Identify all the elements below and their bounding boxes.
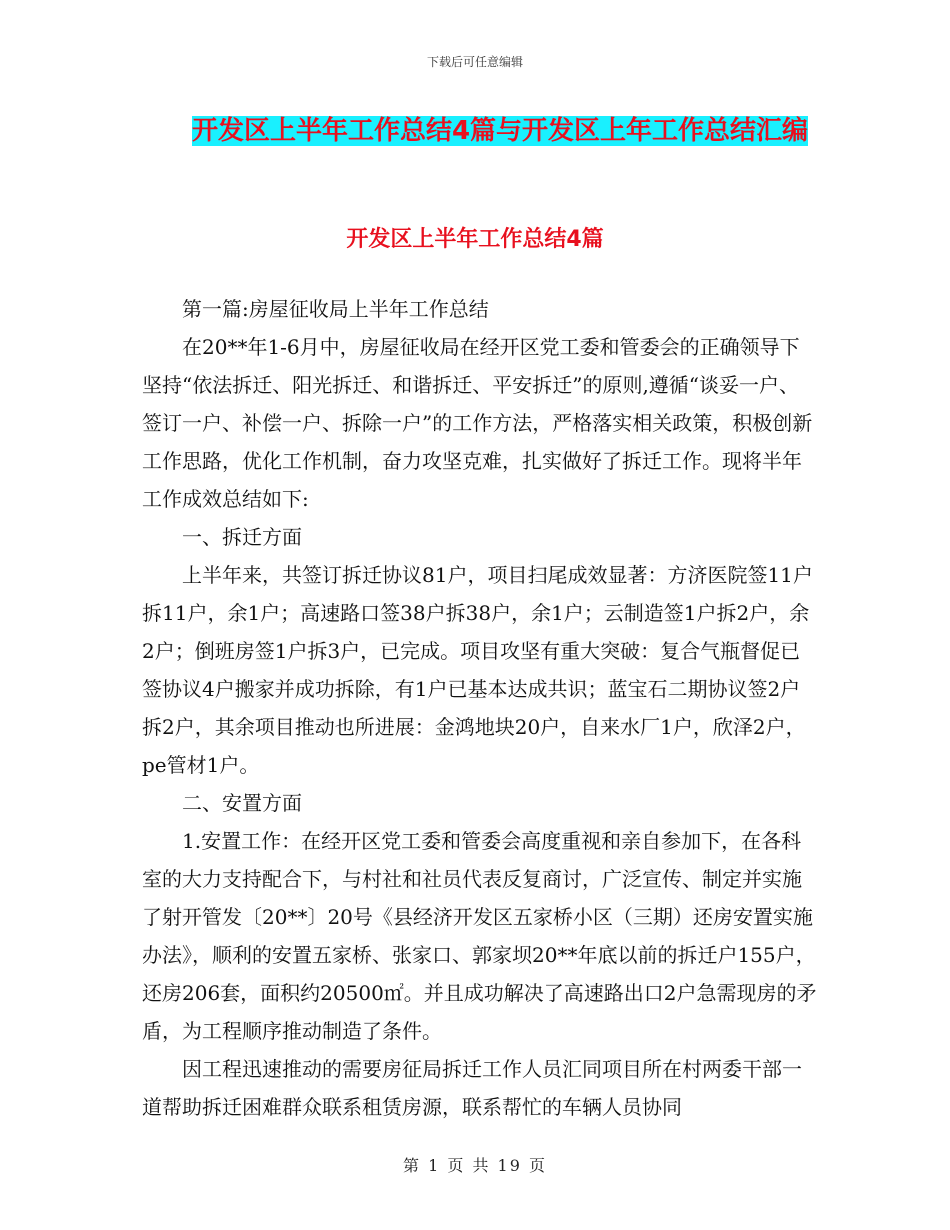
page-number: 第 1 页 共 19 页: [403, 1156, 547, 1175]
paragraph: 在20**年1-6月中，房屋征收局在经开区党工委和管委会的正确领导下坚持“依法拆迁、阳光拆迁、和谐拆迁、平安拆迁”的原则,遵循“谈妥一户、签订一户、补偿一户、拆除一户”的工作方法，严格落实相关政策，积极创新工作思路，优化工作机制，奋力攻坚克难，扎实做好了拆迁工作。现将半年工作成效总结如下:: [142, 335, 813, 511]
document-title-text: 开发区上半年工作总结4篇与开发区上年工作总结汇编: [191, 116, 809, 146]
paragraph-heading: 一、拆迁方面: [182, 525, 302, 549]
paragraph-subtitle: 第一篇:房屋征收局上半年工作总结: [182, 297, 489, 321]
header-note: 下载后可任意编辑: [426, 55, 523, 69]
paragraph-heading: 二、安置方面: [182, 791, 302, 815]
paragraph: 1.安置工作：在经开区党工委和管委会高度重视和亲自参加下，在各科室的大力支持配合下，与村社和社员代表反复商讨，广泛宣传、制定并实施了射开管发〔20**〕20号《县经济开发区五家桥小区（三期）还房安置实施办法》，顺利的安置五家桥、张家口、郭家坝20**年底以前的拆迁户155户，还房206套，面积约20500㎡。并且成功解决了高速路出口2户急需现房的矛盾，为工程顺序推动制造了条件。: [142, 829, 817, 1043]
document-title: [190, 110, 810, 152]
section-title: 开发区上半年工作总结4篇: [346, 227, 604, 252]
paragraph: 因工程迅速推动的需要房征局拆迁工作人员汇同项目所在村两委干部一道帮助拆迁困难群众联系租赁房源，联系帮忙的车辆人员协同: [142, 1057, 802, 1119]
document-body: [142, 290, 818, 1126]
paragraph: 上半年来，共签订拆迁协议81户，项目扫尾成效显著：方济医院签11户拆11户，余1户；高速路口签38户拆38户，余1户；云制造签1户拆2户，余2户；倒班房签1户拆3户，已完成。项目攻坚有重大突破：复合气瓶督促已签协议4户搬家并成功拆除，有1户已基本达成共识；蓝宝石二期协议签2户拆2户，其余项目推动也所进展：金鸿地块20户，自来水厂1户，欣泽2户，pe管材1户。: [142, 563, 813, 777]
